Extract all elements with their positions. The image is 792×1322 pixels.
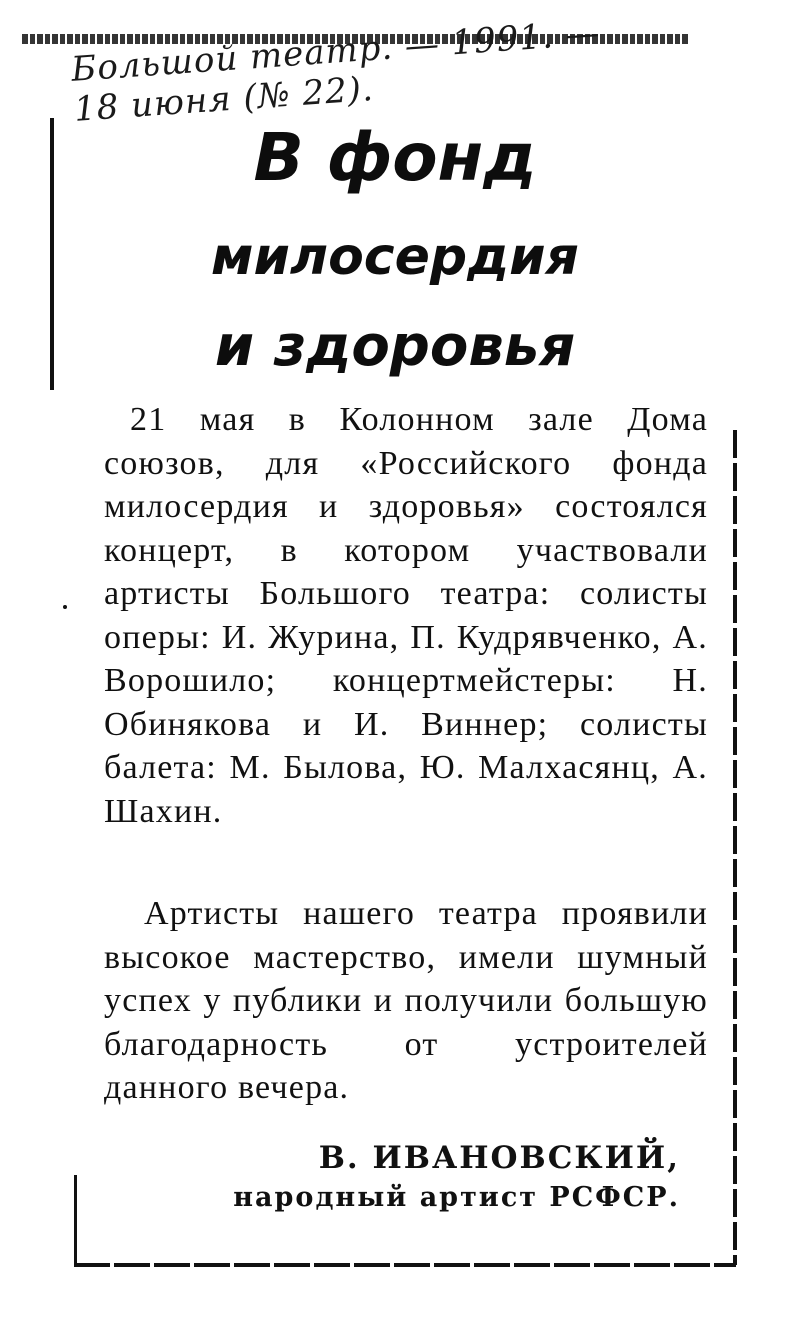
clipping-left-border [50, 118, 54, 390]
headline-line-2: милосердия [211, 227, 579, 287]
clipping-bottom-left-border [74, 1175, 77, 1267]
author-name: В. ИВАНОВСКИЙ, [318, 1140, 680, 1176]
clipping-bottom-border [74, 1263, 736, 1267]
handwritten-source-note: Большой театр. — 1991. — 18 июня (№ 22). [70, 13, 602, 130]
article-paragraph-1: 21 мая в Колонном зале Дома союзов, для «Российского фонда милосердия и здоровья» состоялся концерт, в котором участвовали артисты Большого театра: солисты оперы: И. Журина, П. Кудрявченко, А. Ворошило; концертмейстеры: Н. Обинякова и И. Виннер; солисты балета: М. Былова, Ю. Малхасянц, А. Шахин. [104, 401, 708, 830]
author-title: народный артист РСФСР. [233, 1182, 680, 1213]
clipping-right-border [733, 430, 737, 1265]
print-speck [63, 605, 67, 609]
article-paragraph-2: Артисты нашего театра проявили высокое мастерство, имели шумный успех у публики и получили большую благодарность от устроителей данного вечера. [104, 895, 708, 1106]
headline-line-3: и здоровья [214, 314, 576, 379]
headline-line-1: В фонд [253, 119, 537, 196]
